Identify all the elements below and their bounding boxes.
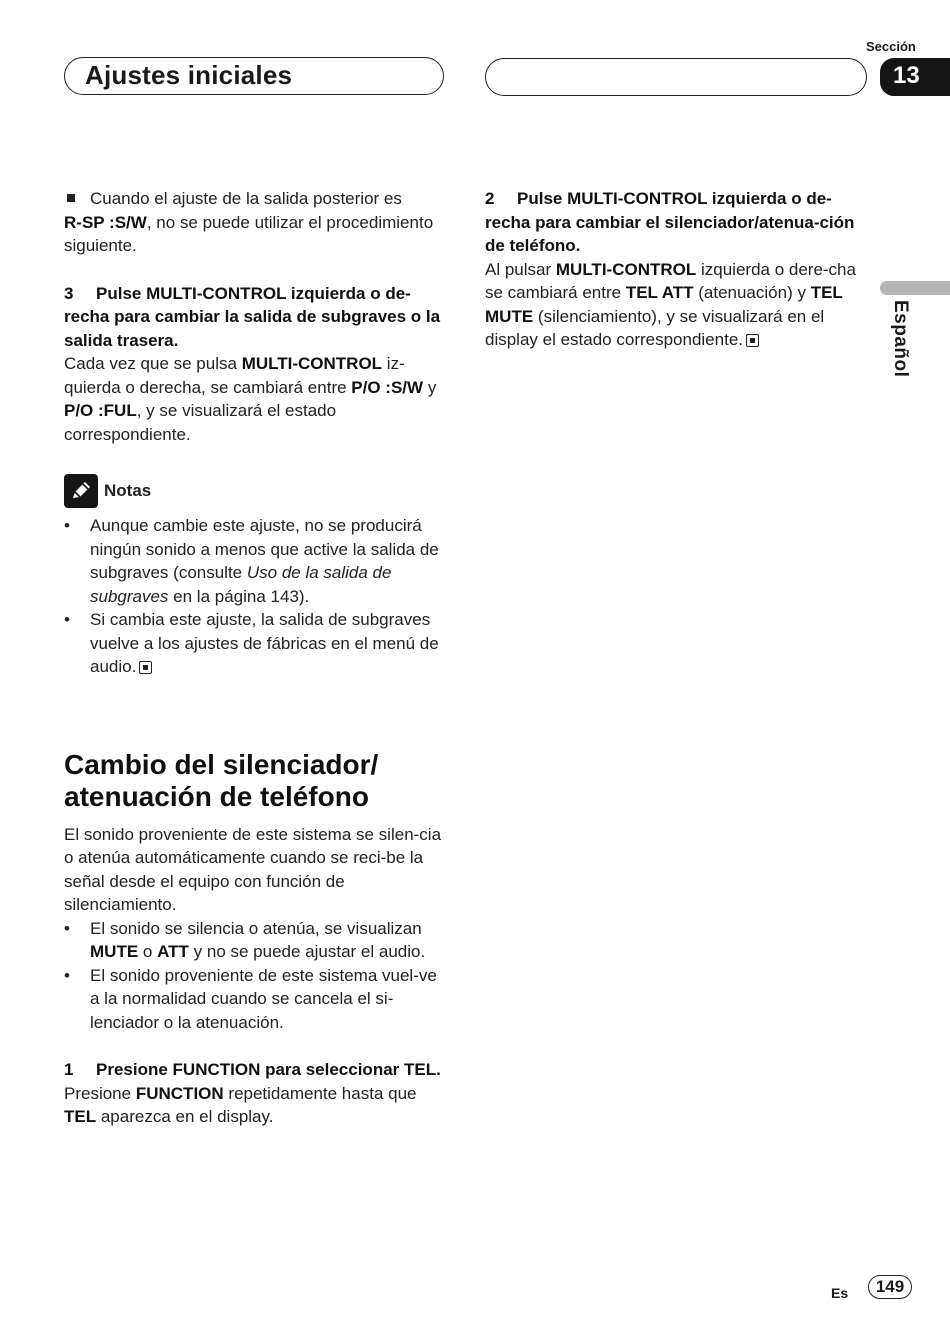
step-3-body-mid1: iz-quierda o derecha, se cambiará entre [64, 354, 405, 397]
step-2-option-2: TEL MUTE [485, 283, 843, 326]
step-3-body [64, 352, 450, 446]
step-3-key: MULTI-CONTROL [241, 354, 383, 373]
note-item-1 [64, 514, 450, 608]
step-3-heading-text: Pulse MULTI-CONTROL izquierda o de-recha para cambiar la salida de subgraves o la salida trasera. [64, 283, 441, 350]
note-item-2 [64, 608, 450, 679]
end-mark-icon [746, 334, 759, 347]
step-2-number: 2 [485, 189, 495, 208]
step-3-option-2: P/O :FUL [64, 401, 137, 420]
note-1-reference: Uso de la salida de subgraves [90, 563, 392, 606]
bullet-1-mute: MUTE [90, 942, 139, 961]
section-intro: El sonido proveniente de este sistema se silen-cia o atenúa automáticamente cuando se reci-be la señal desde el equipo con función de silenciamiento. [64, 824, 442, 914]
right-column [485, 187, 871, 352]
notes-header [64, 474, 450, 508]
step-3-option-1: P/O :S/W [351, 377, 424, 397]
precondition-text-pre: Cuando el ajuste de la salida posterior es [90, 189, 402, 208]
step-1-body-pre: Presione [64, 1083, 132, 1103]
bullet-1-pre: El sonido se silencia o atenúa, se visualizan [90, 918, 422, 938]
dot-bullet-icon: • [64, 516, 70, 535]
step-2-option-1: TEL ATT [625, 283, 694, 302]
dot-bullet-icon: • [64, 610, 70, 629]
step-1-body [64, 1082, 450, 1129]
section-heading: Cambio del silenciador/ atenuación de teléfono [64, 748, 379, 812]
step-3-body-post: , y se visualizará el estado correspondiente. [64, 401, 337, 444]
step-2-heading [485, 187, 871, 258]
chapter-title-box [64, 57, 444, 95]
step-1-body-post: aparezca en el display. [100, 1107, 274, 1126]
footer-language-code: Es [831, 1285, 849, 1301]
left-column [64, 187, 450, 1129]
precondition-note [64, 187, 450, 211]
dot-bullet-icon: • [64, 965, 70, 985]
step-2-body-mid1: izquierda o dere-cha se cambiará entre [485, 259, 856, 302]
section-bullet-1 [64, 917, 450, 964]
page-number: 149 [868, 1275, 912, 1299]
note-2-text: Si cambia este ajuste, la salida de subgraves vuelve a los ajustes de fábricas en el menú de audio. [90, 610, 439, 676]
step-3-body-pre: Cada vez que se pulsa [64, 354, 237, 373]
language-tab-label: Español [890, 300, 911, 378]
step-1-number: 1 [64, 1060, 74, 1079]
bullet-1-post: y no se puede ajustar el audio. [193, 942, 426, 961]
step-2-body [485, 258, 871, 352]
section-number: 13 [893, 62, 920, 89]
step-2-body-mid2: (atenuación) y [698, 283, 806, 302]
precondition-text-cont [64, 211, 450, 258]
note-1-text-pre: Aunque cambie este ajuste, no se producirá ningún sonido a menos que active la salida de subgraves (consulte [90, 516, 439, 582]
pencil-icon [64, 474, 98, 508]
step-1-key: FUNCTION [135, 1083, 224, 1103]
step-3-body-mid2: y [427, 377, 437, 397]
step-1-heading [64, 1058, 450, 1082]
step-2-key: MULTI-CONTROL [555, 259, 697, 279]
step-3-number: 3 [64, 283, 74, 303]
step-2-body-post: (silenciamiento), y se visualizará en el display el estado correspondiente. [485, 306, 825, 349]
step-2-body-pre: Al pulsar [485, 259, 552, 279]
end-mark-icon [139, 661, 152, 674]
bullet-2-text: El sonido proveniente de este sistema vuel-ve a la normalidad cuando se cancela el si-lenciador o la atenuación. [90, 965, 437, 1032]
bullet-1-mid: o [142, 942, 153, 961]
step-1-body-mid: repetidamente hasta que [228, 1083, 417, 1103]
language-tab-bar [880, 281, 950, 295]
header-blank-box [485, 58, 867, 96]
section-number-tab [880, 58, 950, 96]
step-2-heading-text: Pulse MULTI-CONTROL izquierda o de-recha para cambiar el silenciador/atenua-ción de teléfono. [485, 189, 855, 255]
notes-title: Notas [104, 481, 152, 501]
dot-bullet-icon: • [64, 918, 70, 938]
step-3-heading [64, 282, 450, 353]
precondition-text-post: , no se puede utilizar el procedimiento siguiente. [64, 212, 434, 255]
section-bullet-2 [64, 964, 450, 1035]
bullet-1-att: ATT [157, 942, 189, 961]
note-1-text-post: en la página 143). [173, 586, 310, 606]
square-bullet-icon [67, 194, 75, 202]
step-1-key-2: TEL [64, 1107, 97, 1126]
precondition-code: R-SP :S/W [64, 212, 147, 232]
chapter-title: Ajustes iniciales [85, 60, 293, 90]
step-1-heading-text: Presione FUNCTION para seleccionar TEL. [96, 1060, 441, 1079]
section-label: Sección [866, 39, 916, 54]
